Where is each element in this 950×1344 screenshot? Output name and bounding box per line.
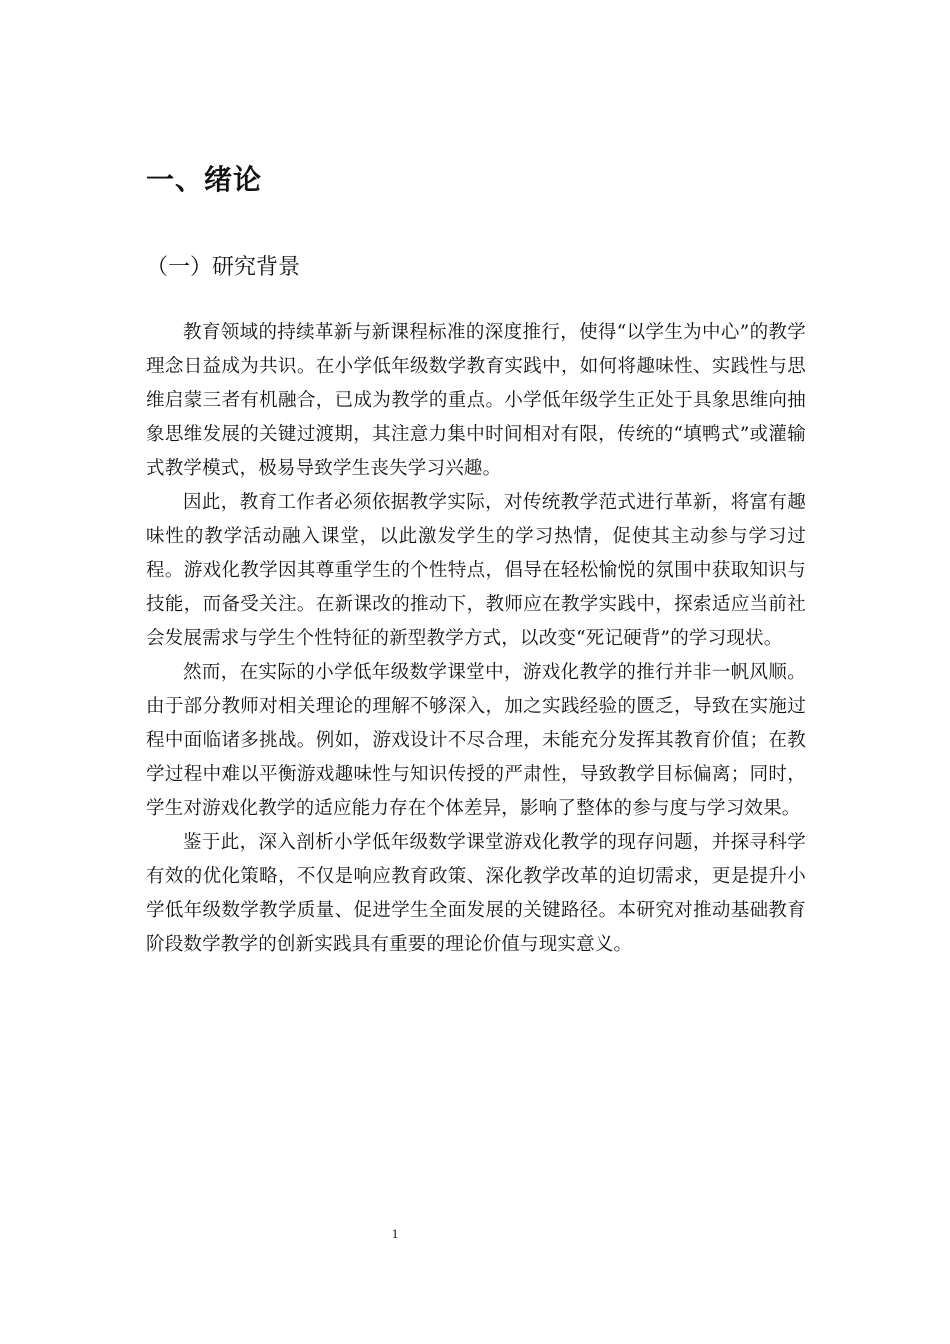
paragraph-2: 因此，教育工作者必须依据教学实际，对传统教学范式进行革新，将富有趣味性的教学活动融入课堂，以此激发学生的学习热情，促使其主动参与学习过程。游戏化教学因其尊重学生的个性特点，倡导在轻松愉悦的氛围中获取知识与技能，而备受关注。在新课改的推动下，教师应在教学实践中，探索适应当前社会发展需求与学生个性特征的新型教学方式，以改变“死记硬背”的学习现状。 — [146, 492, 806, 649]
paragraph-3: 然而，在实际的小学低年级数学课堂中，游戏化教学的推行并非一帆风顺。由于部分教师对相关理论的理解不够深入，加之实践经验的匮乏，导致在实施过程中面临诸多挑战。例如，游戏设计不尽合理，未能充分发挥其教育价值；在教学过程中难以平衡游戏趣味性与知识传授的严肃性，导致教学目标偏离；同时，学生对游戏化教学的适应能力存在个体差异，影响了整体的参与度与学习效果。 — [146, 662, 806, 819]
chapter-title: 一、绪论 — [146, 163, 263, 196]
body-text — [146, 316, 806, 962]
paragraph-4: 鉴于此，深入剖析小学低年级数学课堂游戏化教学的现存问题，并探寻科学有效的优化策略，不仅是响应教育政策、深化教学改革的迫切需求，更是提升小学低年级数学教学质量、促进学生全面发展的关键路径。本研究对推动基础教育阶段数学教学的创新实践具有重要的理论价值与现实意义。 — [146, 832, 806, 955]
page-number: 1 — [391, 1226, 399, 1241]
paragraph-1: 教育领域的持续革新与新课程标准的深度推行，使得“以学生为中心”的教学理念日益成为共识。在小学低年级数学教育实践中，如何将趣味性、实践性与思维启蒙三者有机融合，已成为教学的重点。小学低年级学生正处于具象思维向抽象思维发展的关键过渡期，其注意力集中时间相对有限，传统的“填鸭式”或灌输式教学模式，极易导致学生丧失学习兴趣。 — [146, 322, 806, 479]
section-title: （一）研究背景 — [146, 255, 301, 280]
